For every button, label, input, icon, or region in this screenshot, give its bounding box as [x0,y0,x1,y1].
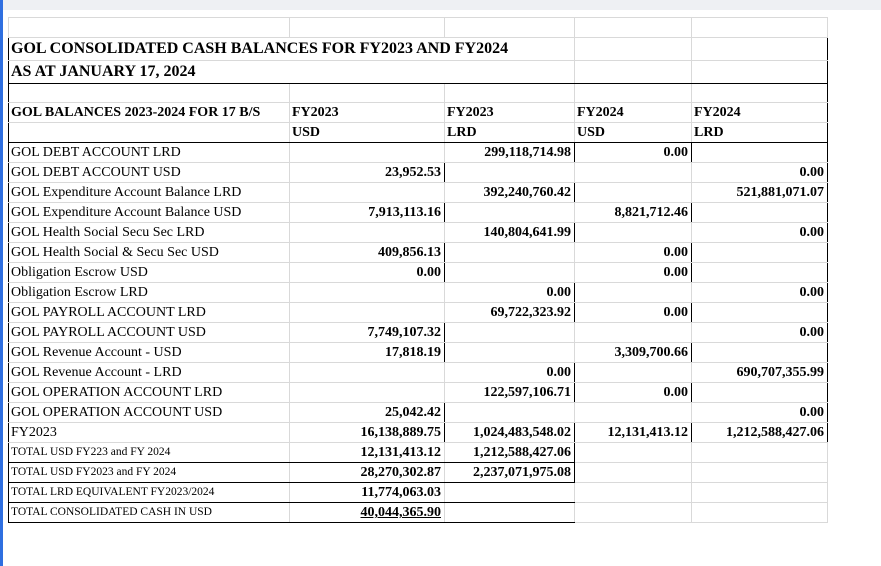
table-row [9,363,828,383]
account-label: GOL OPERATION ACCOUNT USD [9,403,290,423]
value-cell [692,203,828,223]
total-label: TOTAL CONSOLIDATED CASH IN USD [9,503,290,523]
col-cur-1: USD [290,123,445,143]
col-year-4: FY2024 [692,103,828,123]
value-cell: 392,240,760.42 [445,183,575,203]
value-cell: 0.00 [575,143,692,163]
value-cell: 1,212,588,427.06 [692,423,828,443]
total-value: 28,270,302.87 [290,463,445,483]
value-cell: 521,881,071.07 [692,183,828,203]
value-cell: 140,804,641.99 [445,223,575,243]
total-row [9,463,828,483]
total-value: 12,131,413.12 [290,443,445,463]
table-row [9,203,828,223]
total-value: 1,212,588,427.06 [445,443,575,463]
account-label: GOL Expenditure Account Balance USD [9,203,290,223]
value-cell [692,343,828,363]
account-label: FY2023 [9,423,290,443]
value-cell: 0.00 [575,383,692,403]
value-cell [290,223,445,243]
report-title: GOL CONSOLIDATED CASH BALANCES FOR FY2023 AND FY2024 [11,40,509,57]
total-value: 40,044,365.90 [290,503,445,523]
value-cell: 69,722,323.92 [445,303,575,323]
value-cell [575,283,692,303]
value-cell: 0.00 [290,263,445,283]
value-cell: 16,138,889.75 [290,423,445,443]
title-row-1 [9,37,828,60]
value-cell [445,243,575,263]
value-cell [290,143,445,163]
value-cell: 299,118,714.98 [445,143,575,163]
value-cell: 690,707,355.99 [692,363,828,383]
value-cell: 7,913,113.16 [290,203,445,223]
value-cell: 0.00 [692,223,828,243]
table-row [9,323,828,343]
col-cur-3: USD [575,123,692,143]
value-cell: 7,749,107.32 [290,323,445,343]
account-label: GOL Expenditure Account Balance LRD [9,183,290,203]
value-cell [445,263,575,283]
account-label: GOL Health Social & Secu Sec USD [9,243,290,263]
value-cell [290,383,445,403]
total-value: 2,237,071,975.08 [445,463,575,483]
value-cell [692,143,828,163]
table-row [9,163,828,183]
account-label: GOL PAYROLL ACCOUNT USD [9,323,290,343]
total-label: TOTAL USD FY2023 and FY 2024 [9,463,290,483]
total-label: TOTAL LRD EQUIVALENT FY2023/2024 [9,483,290,503]
col-cur-2: LRD [445,123,575,143]
total-value: 11,774,063.03 [290,483,445,503]
value-cell [445,163,575,183]
header-row-currency [9,123,828,143]
account-label: GOL PAYROLL ACCOUNT LRD [9,303,290,323]
value-cell: 23,952.53 [290,163,445,183]
value-cell: 1,024,483,548.02 [445,423,575,443]
value-cell [692,303,828,323]
value-cell: 3,309,700.66 [575,343,692,363]
value-cell [575,403,692,423]
account-label: Obligation Escrow USD [9,263,290,283]
value-cell [290,283,445,303]
value-cell: 0.00 [445,363,575,383]
table-row [9,243,828,263]
value-cell: 122,597,106.71 [445,383,575,403]
table-row [9,303,828,323]
account-label: GOL OPERATION ACCOUNT LRD [9,383,290,403]
table-row [9,263,828,283]
account-label: GOL Revenue Account - LRD [9,363,290,383]
selection-edge [0,0,3,566]
col-year-2: FY2023 [445,103,575,123]
total-label: TOTAL USD FY223 and FY 2024 [9,443,290,463]
value-cell: 0.00 [445,283,575,303]
window-top-bar [0,0,881,10]
report-date: AS AT JANUARY 17, 2024 [11,63,196,80]
account-label: GOL DEBT ACCOUNT USD [9,163,290,183]
value-cell [290,363,445,383]
account-label: GOL Revenue Account - USD [9,343,290,363]
total-value [445,503,575,523]
account-label: Obligation Escrow LRD [9,283,290,303]
account-label: GOL DEBT ACCOUNT LRD [9,143,290,163]
value-cell [575,183,692,203]
header-row-years [9,103,828,123]
value-cell: 0.00 [692,403,828,423]
value-cell [445,343,575,363]
table-row [9,383,828,403]
value-cell: 0.00 [575,263,692,283]
table-row [9,223,828,243]
value-cell: 25,042.42 [290,403,445,423]
value-cell [692,263,828,283]
value-cell: 409,856.13 [290,243,445,263]
cash-balances-sheet [8,17,828,523]
value-cell [575,223,692,243]
table-row [9,283,828,303]
value-cell: 0.00 [575,243,692,263]
col-year-1: FY2023 [290,103,445,123]
total-row [9,483,828,503]
value-cell: 0.00 [692,283,828,303]
table-row [9,343,828,363]
value-cell: 8,821,712.46 [575,203,692,223]
value-cell [575,163,692,183]
table-row [9,183,828,203]
value-cell [692,383,828,403]
account-label: GOL Health Social Secu Sec LRD [9,223,290,243]
value-cell [290,303,445,323]
col-cur-4: LRD [692,123,828,143]
value-cell [575,323,692,343]
table-row [9,403,828,423]
value-cell: 0.00 [575,303,692,323]
value-cell [575,363,692,383]
balances-label: GOL BALANCES 2023-2024 FOR 17 B/S [9,103,290,123]
title-row-2 [9,60,828,83]
value-cell: 12,131,413.12 [575,423,692,443]
value-cell [445,323,575,343]
value-cell [445,403,575,423]
total-row [9,503,828,523]
col-year-3: FY2024 [575,103,692,123]
value-cell [290,183,445,203]
value-cell: 17,818.19 [290,343,445,363]
value-cell: 0.00 [692,163,828,183]
value-cell: 0.00 [692,323,828,343]
table-row [9,143,828,163]
value-cell [692,243,828,263]
total-value [445,483,575,503]
table-row [9,423,828,443]
value-cell [445,203,575,223]
total-row [9,443,828,463]
